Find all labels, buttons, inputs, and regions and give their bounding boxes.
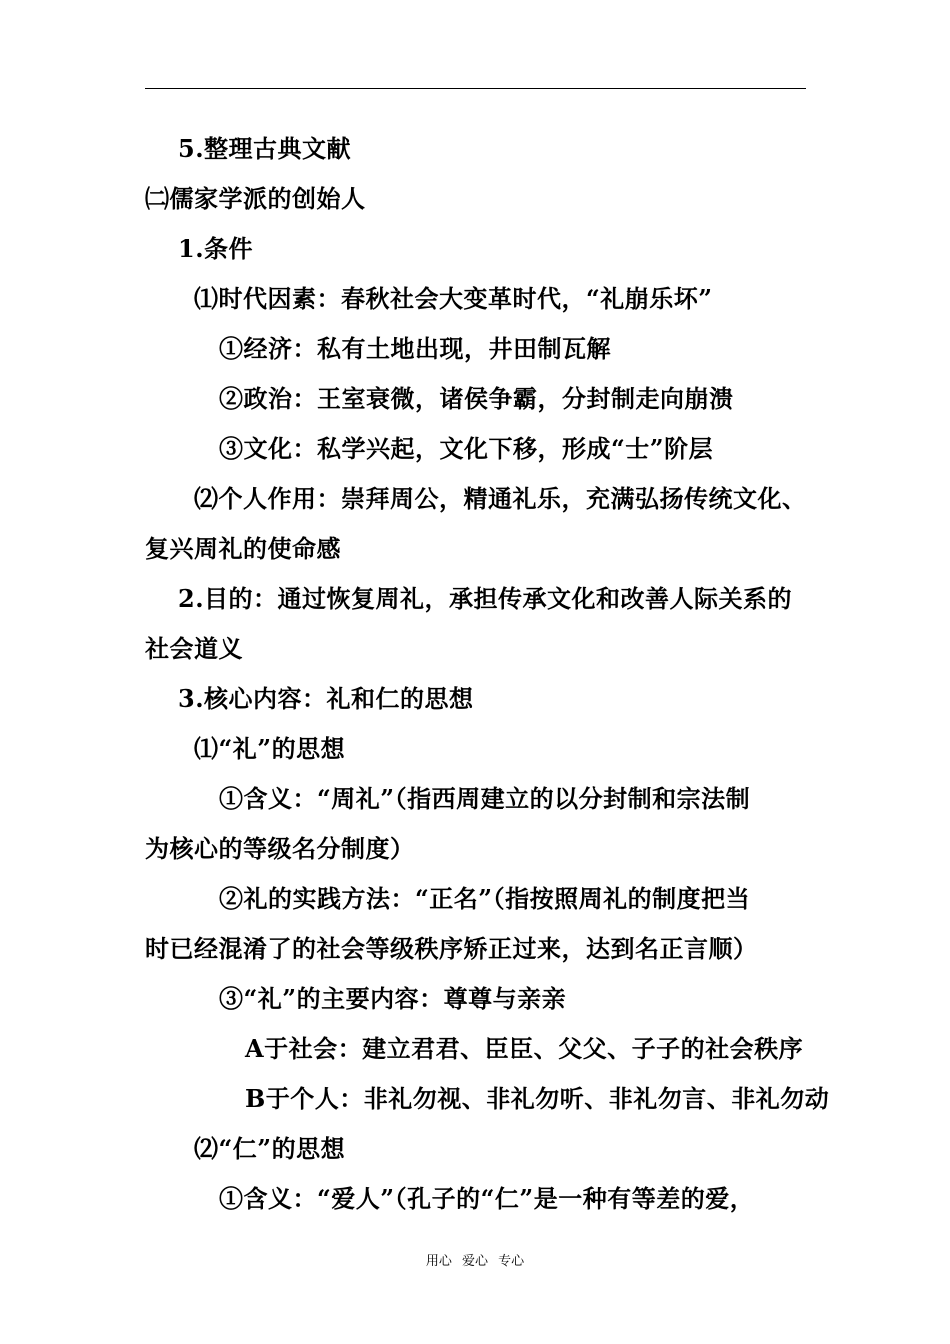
section-heading-2: 2.目的：通过恢复周礼，承担传承文化和改善人际关系的	[178, 584, 793, 613]
section-heading-3: 3.核心内容：礼和仁的思想	[178, 684, 474, 713]
list-item-politics: ②政治：王室衰微，诸侯争霸，分封制走向崩溃	[219, 384, 734, 413]
document-body	[145, 124, 830, 1224]
list-item-ren-meaning: ①含义：“爱人”（孔子的“仁”是一种有等差的爱，	[219, 1184, 755, 1213]
subsection-2: ⑵个人作用：崇拜周公，精通礼乐，充满弘扬传统文化、	[194, 484, 807, 513]
section-heading-5: 5.整理古典文献	[178, 134, 352, 163]
list-item-practice-continued: 时已经混淆了的社会等级秩序矫正过来，达到名正言顺）	[145, 934, 758, 963]
list-item-meaning-continued: 为核心的等级名分制度）	[145, 834, 415, 863]
list-item-meaning: ①含义：“周礼”（指西周建立的以分封制和宗法制	[219, 784, 751, 813]
subsection-li: ⑴“礼”的思想	[194, 734, 346, 763]
header-rule	[145, 88, 806, 89]
page-footer: 用心 爱心 专心	[425, 1254, 525, 1269]
section-2-continued: 社会道义	[145, 634, 243, 663]
subsection-ren: ⑵“仁”的思想	[194, 1134, 346, 1163]
list-item-culture: ③文化：私学兴起，文化下移，形成“士”阶层	[219, 434, 714, 463]
subsection-1: ⑴时代因素：春秋社会大变革时代，“礼崩乐坏”	[194, 284, 713, 313]
list-item-individual: B于个人：非礼勿视、非礼勿听、非礼勿言、非礼勿动	[245, 1084, 830, 1113]
chapter-heading: ㈡儒家学派的创始人	[145, 184, 366, 213]
section-heading-1: 1.条件	[178, 234, 254, 263]
subsection-2-continued: 复兴周礼的使命感	[145, 534, 341, 563]
list-item-economy: ①经济：私有土地出现，井田制瓦解	[219, 334, 611, 363]
list-item-main-content: ③“礼”的主要内容：尊尊与亲亲	[219, 984, 567, 1013]
list-item-practice: ②礼的实践方法：“正名”（指按照周礼的制度把当	[219, 884, 751, 913]
list-item-society: A于社会：建立君君、臣臣、父父、子子的社会秩序	[245, 1034, 804, 1063]
